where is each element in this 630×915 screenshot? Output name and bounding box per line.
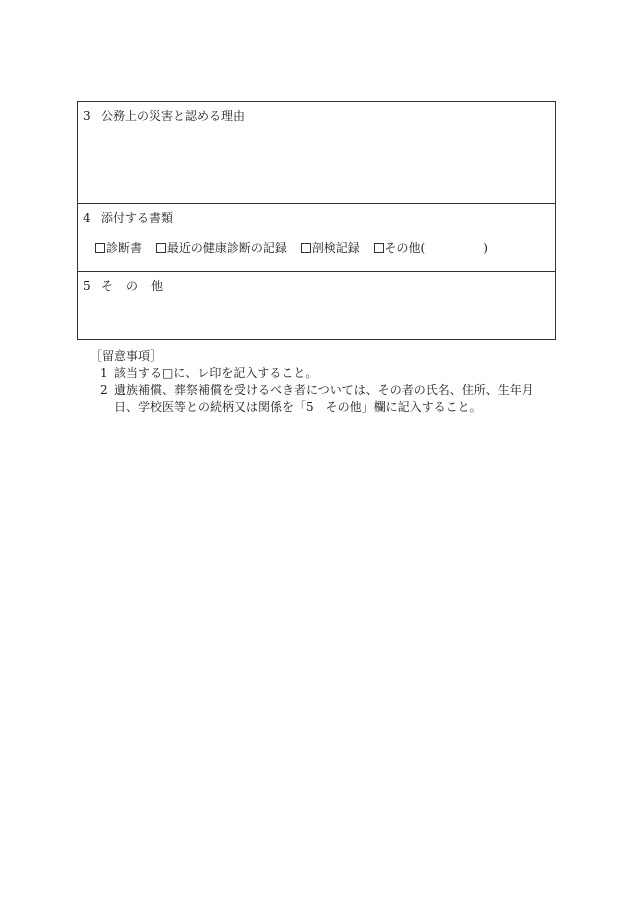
section-reason — [78, 102, 555, 204]
title-char: そ — [101, 279, 114, 293]
note-item — [90, 365, 560, 382]
attachment-options — [95, 241, 498, 255]
attachment-label: 診断書 — [106, 241, 143, 255]
attachment-medical-certificate[interactable] — [95, 241, 142, 255]
section-title-text: 添付する書類 — [101, 211, 174, 225]
note-line: 日、学校医等との続柄又は関係を「5 その他」欄に記入すること。 — [114, 400, 482, 414]
attachment-autopsy-record[interactable] — [301, 241, 360, 255]
note-line: 該当する□に、レ印を記入すること。 — [114, 366, 318, 380]
section-number: 5 — [83, 279, 91, 293]
attachment-label: 剖検記録 — [311, 241, 360, 255]
section-attachments-title — [83, 211, 173, 225]
attachment-label: その他 — [384, 241, 421, 255]
title-char: 他 — [151, 279, 164, 293]
checkbox-icon[interactable] — [156, 243, 166, 253]
attachment-other[interactable] — [374, 241, 488, 255]
title-char: の — [126, 279, 139, 293]
other-paren-open: ( — [420, 241, 426, 255]
other-paren-close: ) — [483, 241, 488, 255]
section-other-title — [83, 279, 176, 293]
claim-form-table — [77, 101, 556, 340]
note-line: 遺族補償、葬祭補償を受けるべき者については、その者の氏名、住所、生年月 — [114, 383, 534, 397]
note-item — [90, 382, 560, 416]
notes-block — [90, 348, 560, 416]
checkbox-icon[interactable] — [301, 243, 311, 253]
note-number: 1 — [100, 366, 108, 380]
note-number: 2 — [100, 383, 108, 397]
checkbox-icon[interactable] — [95, 243, 105, 253]
section-title-text: 公務上の災害と認める理由 — [101, 109, 246, 123]
attachment-health-checkup[interactable] — [156, 241, 287, 255]
section-number: 4 — [83, 211, 91, 225]
notes-heading: ［留意事項］ — [90, 349, 163, 363]
section-other — [78, 272, 555, 339]
checkbox-icon[interactable] — [374, 243, 384, 253]
attachment-label: 最近の健康診断の記録 — [166, 241, 287, 255]
section-number: 3 — [83, 109, 91, 123]
section-attachments — [78, 204, 555, 272]
section-reason-title — [83, 109, 245, 123]
